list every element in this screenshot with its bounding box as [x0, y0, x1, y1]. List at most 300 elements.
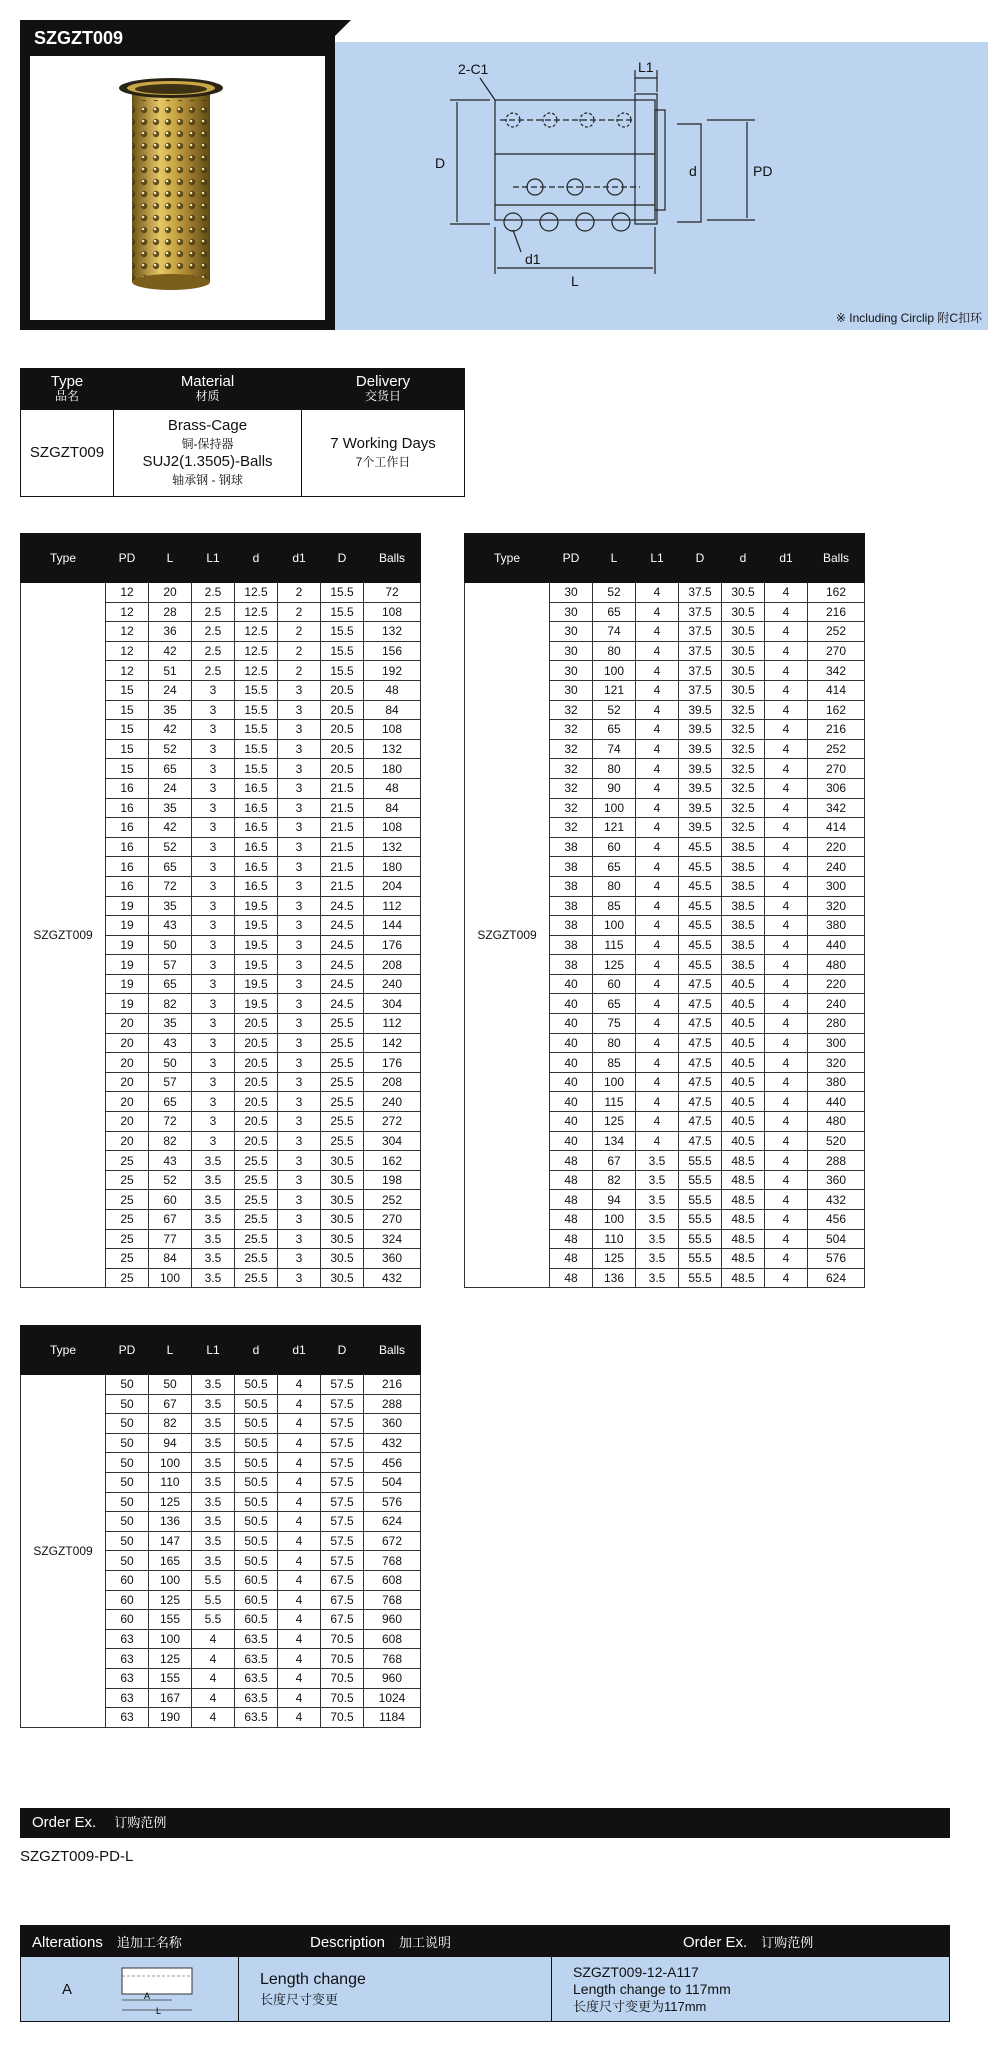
- table-cell: 12.5: [235, 622, 278, 642]
- table-cell: 20: [106, 1131, 149, 1151]
- column-header: d1: [278, 1326, 321, 1375]
- table-cell: 24: [149, 778, 192, 798]
- column-header: D: [321, 1326, 364, 1375]
- column-header: Balls: [364, 1326, 421, 1375]
- column-header: PD: [106, 534, 149, 583]
- table-cell: 19: [106, 916, 149, 936]
- table-cell: 42: [149, 720, 192, 740]
- table-cell: 20.5: [235, 1053, 278, 1073]
- table-cell: 3: [192, 1072, 235, 1092]
- table-cell: 30.5: [321, 1249, 364, 1269]
- dimension-diagram: [335, 42, 988, 330]
- table-cell: 480: [808, 955, 865, 975]
- table-cell: 25.5: [235, 1210, 278, 1230]
- table-cell: 55.5: [679, 1249, 722, 1269]
- table-cell: 50: [106, 1492, 149, 1512]
- table-cell: 125: [149, 1649, 192, 1669]
- table-cell: 38: [550, 935, 593, 955]
- table-cell: 19.5: [235, 974, 278, 994]
- table-cell: 125: [593, 1112, 636, 1132]
- table-cell: 300: [808, 876, 865, 896]
- table-cell: 4: [765, 720, 808, 740]
- table-cell: 21.5: [321, 857, 364, 877]
- table-cell: 57: [149, 955, 192, 975]
- table-cell: 3: [278, 1033, 321, 1053]
- table-cell: 32: [550, 798, 593, 818]
- table-cell: 48: [364, 680, 421, 700]
- table-cell: 37.5: [679, 622, 722, 642]
- column-header: L: [149, 534, 192, 583]
- column-header: D: [679, 534, 722, 583]
- table-cell: 63: [106, 1649, 149, 1669]
- table-cell: 37.5: [679, 641, 722, 661]
- table-cell: 30.5: [321, 1229, 364, 1249]
- table-cell: 57.5: [321, 1512, 364, 1532]
- table-cell: 50: [149, 1375, 192, 1395]
- table-cell: 110: [593, 1229, 636, 1249]
- table-cell: 55.5: [679, 1268, 722, 1288]
- column-header: D: [321, 534, 364, 583]
- table-cell: 4: [278, 1433, 321, 1453]
- table-row: [465, 583, 865, 603]
- table-cell: 360: [364, 1249, 421, 1269]
- table-cell: 480: [808, 1112, 865, 1132]
- table-cell: 40: [550, 1033, 593, 1053]
- table-cell: 20.5: [321, 680, 364, 700]
- table-cell: 3.5: [636, 1249, 679, 1269]
- table-cell: 342: [808, 661, 865, 681]
- table-cell: 360: [808, 1170, 865, 1190]
- table-cell: 19: [106, 994, 149, 1014]
- table-cell: 432: [364, 1433, 421, 1453]
- table-cell: 4: [636, 974, 679, 994]
- table-cell: 3: [192, 680, 235, 700]
- chamfer-label: 2-C1: [458, 61, 489, 77]
- table-cell: 180: [364, 759, 421, 779]
- material-table: [20, 368, 465, 497]
- table-cell: 70.5: [321, 1708, 364, 1728]
- table-cell: 85: [593, 1053, 636, 1073]
- sketch-a-label: A: [144, 1991, 151, 2001]
- alteration-code-cell: [21, 1957, 239, 2022]
- table-cell: 38.5: [722, 955, 765, 975]
- table-cell: 40: [550, 974, 593, 994]
- table-cell: 12: [106, 602, 149, 622]
- table-cell: 50.5: [235, 1531, 278, 1551]
- table-cell: 57.5: [321, 1531, 364, 1551]
- table-cell: 220: [808, 974, 865, 994]
- table-cell: 48.5: [722, 1249, 765, 1269]
- table-cell: 50: [106, 1433, 149, 1453]
- table-cell: 50: [106, 1453, 149, 1473]
- product-photo: [30, 56, 325, 320]
- table-cell: 50: [106, 1414, 149, 1434]
- table-cell: 100: [149, 1453, 192, 1473]
- table-cell: 4: [765, 661, 808, 681]
- table-cell: 39.5: [679, 700, 722, 720]
- table-cell: 3.5: [192, 1268, 235, 1288]
- table-cell: 100: [593, 1072, 636, 1092]
- table-cell: 25.5: [321, 1072, 364, 1092]
- table-cell: 4: [765, 1131, 808, 1151]
- table-cell: 16.5: [235, 798, 278, 818]
- table-cell: 3: [278, 1268, 321, 1288]
- table-cell: 63: [106, 1708, 149, 1728]
- table-cell: 63: [106, 1668, 149, 1688]
- table-cell: 4: [278, 1590, 321, 1610]
- table-cell: 50.5: [235, 1551, 278, 1571]
- table-cell: 25.5: [235, 1190, 278, 1210]
- table-cell: 132: [364, 739, 421, 759]
- table-cell: 240: [364, 974, 421, 994]
- table-cell: 70.5: [321, 1629, 364, 1649]
- table-cell: 3: [278, 1072, 321, 1092]
- table-cell: 63.5: [235, 1708, 278, 1728]
- table-cell: 25.5: [235, 1170, 278, 1190]
- table-cell: 50.5: [235, 1492, 278, 1512]
- table-cell: 2: [278, 622, 321, 642]
- circlip-note: ※ Including Circlip 附C扣环: [835, 311, 982, 325]
- table-cell: 19: [106, 955, 149, 975]
- table-cell: 4: [765, 1268, 808, 1288]
- table-cell: 162: [808, 700, 865, 720]
- table-cell: 45.5: [679, 935, 722, 955]
- table-cell: 47.5: [679, 1033, 722, 1053]
- table-cell: 4: [636, 739, 679, 759]
- table-cell: 47.5: [679, 994, 722, 1014]
- table-cell: 19: [106, 974, 149, 994]
- table-cell: 5.5: [192, 1570, 235, 1590]
- type-cell: SZGZT009: [21, 1375, 106, 1728]
- table-cell: 3: [192, 778, 235, 798]
- table-cell: 4: [278, 1570, 321, 1590]
- table-cell: 40.5: [722, 1112, 765, 1132]
- table-cell: 4: [765, 1112, 808, 1132]
- table-cell: 3: [192, 818, 235, 838]
- table-cell: 3: [278, 1014, 321, 1034]
- table-cell: 16.5: [235, 778, 278, 798]
- table-cell: 55.5: [679, 1151, 722, 1171]
- delivery-cell: 7 Working Days 7个工作日: [302, 410, 465, 497]
- table-cell: 4: [636, 583, 679, 603]
- column-header: Balls: [364, 534, 421, 583]
- table-cell: 440: [808, 1092, 865, 1112]
- table-cell: 167: [149, 1688, 192, 1708]
- table-cell: 176: [364, 935, 421, 955]
- table-cell: 136: [593, 1268, 636, 1288]
- table-cell: 16.5: [235, 818, 278, 838]
- table-cell: 960: [364, 1668, 421, 1688]
- table-cell: 768: [364, 1551, 421, 1571]
- table-cell: 3: [192, 1053, 235, 1073]
- table-cell: 60: [149, 1190, 192, 1210]
- table-cell: 30.5: [722, 583, 765, 603]
- table-cell: 48: [550, 1268, 593, 1288]
- table-cell: 5.5: [192, 1590, 235, 1610]
- table-cell: 55.5: [679, 1170, 722, 1190]
- table-cell: 60: [593, 837, 636, 857]
- table-cell: 42: [149, 641, 192, 661]
- order-example-bar: [20, 1808, 950, 1838]
- table-cell: 30.5: [321, 1151, 364, 1171]
- table-cell: 16.5: [235, 876, 278, 896]
- table-cell: 52: [593, 583, 636, 603]
- table-cell: 3: [192, 916, 235, 936]
- table-cell: 4: [636, 837, 679, 857]
- table-cell: 4: [765, 1170, 808, 1190]
- table-cell: 55.5: [679, 1190, 722, 1210]
- table-cell: 55.5: [679, 1210, 722, 1230]
- table-cell: 50: [106, 1472, 149, 1492]
- table-cell: 35: [149, 1014, 192, 1034]
- table-cell: 40.5: [722, 1072, 765, 1092]
- table-cell: 38.5: [722, 916, 765, 936]
- table-cell: 19.5: [235, 935, 278, 955]
- table-cell: 30: [550, 680, 593, 700]
- table-cell: 180: [364, 857, 421, 877]
- table-cell: 55.5: [679, 1229, 722, 1249]
- table-cell: 39.5: [679, 778, 722, 798]
- table-cell: 4: [765, 916, 808, 936]
- table-cell: 90: [593, 778, 636, 798]
- table-cell: 74: [593, 739, 636, 759]
- table-cell: 2.5: [192, 641, 235, 661]
- table-cell: 50.5: [235, 1512, 278, 1532]
- column-header: PD: [550, 534, 593, 583]
- table-cell: 25.5: [235, 1249, 278, 1269]
- table-cell: 67: [149, 1394, 192, 1414]
- table-cell: 30.5: [722, 602, 765, 622]
- table-cell: 4: [765, 1249, 808, 1269]
- table-cell: 60.5: [235, 1590, 278, 1610]
- table-cell: 16: [106, 876, 149, 896]
- table-cell: 20.5: [321, 720, 364, 740]
- table-cell: 45.5: [679, 876, 722, 896]
- table-cell: 3: [192, 896, 235, 916]
- table-cell: 80: [593, 876, 636, 896]
- table-cell: 32: [550, 700, 593, 720]
- table-cell: 15.5: [235, 700, 278, 720]
- table-cell: 3: [278, 1151, 321, 1171]
- spec-table-2: [464, 533, 865, 1288]
- table-cell: 100: [593, 916, 636, 936]
- ball-diameter-label: d1: [525, 251, 541, 267]
- table-cell: 15: [106, 739, 149, 759]
- product-header: [20, 20, 988, 330]
- table-cell: 3: [192, 857, 235, 877]
- table-cell: 240: [364, 1092, 421, 1112]
- table-cell: 3: [192, 739, 235, 759]
- table-cell: 40.5: [722, 974, 765, 994]
- table-cell: 3: [192, 955, 235, 975]
- table-cell: 28: [149, 602, 192, 622]
- table-cell: 2.5: [192, 583, 235, 603]
- table-cell: 16: [106, 837, 149, 857]
- table-cell: 3: [278, 680, 321, 700]
- table-cell: 50: [149, 1053, 192, 1073]
- table-cell: 3.5: [636, 1229, 679, 1249]
- table-cell: 60: [106, 1590, 149, 1610]
- table-cell: 2: [278, 661, 321, 681]
- table-cell: 4: [636, 1072, 679, 1092]
- table-cell: 108: [364, 818, 421, 838]
- table-cell: 19.5: [235, 896, 278, 916]
- alterations-table: [20, 1925, 950, 2022]
- table-cell: 3: [278, 720, 321, 740]
- table-cell: 24.5: [321, 974, 364, 994]
- table-cell: 63: [106, 1688, 149, 1708]
- table-cell: 115: [593, 935, 636, 955]
- table-cell: 3: [192, 720, 235, 740]
- table-cell: 60.5: [235, 1610, 278, 1630]
- table-cell: 15.5: [321, 602, 364, 622]
- table-cell: 82: [149, 994, 192, 1014]
- table-cell: 4: [765, 1210, 808, 1230]
- table-cell: 16: [106, 798, 149, 818]
- table-cell: 15: [106, 700, 149, 720]
- table-cell: 3: [278, 1092, 321, 1112]
- table-cell: 57.5: [321, 1453, 364, 1473]
- table-cell: 24.5: [321, 994, 364, 1014]
- alteration-order-cell: SZGZT009-12-A117 Length change to 117mm 长度尺寸变更为117mm: [552, 1957, 950, 2022]
- table-cell: 48: [550, 1229, 593, 1249]
- table-cell: 48.5: [722, 1210, 765, 1230]
- table-cell: 624: [364, 1512, 421, 1532]
- table-cell: 67: [593, 1151, 636, 1171]
- table-cell: 25: [106, 1210, 149, 1230]
- table-cell: 4: [636, 1053, 679, 1073]
- table-cell: 4: [765, 1190, 808, 1210]
- table-cell: 40: [550, 1072, 593, 1092]
- table-cell: 15.5: [321, 641, 364, 661]
- table-cell: 3.5: [192, 1229, 235, 1249]
- table-cell: 15.5: [235, 720, 278, 740]
- table-cell: 4: [636, 1014, 679, 1034]
- table-cell: 240: [808, 857, 865, 877]
- table-cell: 45.5: [679, 916, 722, 936]
- table-cell: 30: [550, 661, 593, 681]
- column-header: PD: [106, 1326, 149, 1375]
- table-cell: 4: [636, 1131, 679, 1151]
- table-cell: 4: [278, 1688, 321, 1708]
- table-cell: 63: [106, 1629, 149, 1649]
- table-cell: 100: [593, 1210, 636, 1230]
- table-cell: 3.5: [192, 1512, 235, 1532]
- table-cell: 21.5: [321, 778, 364, 798]
- table-cell: 20: [106, 1053, 149, 1073]
- table-cell: 20: [106, 1014, 149, 1034]
- table-cell: 52: [593, 700, 636, 720]
- table-cell: 47.5: [679, 974, 722, 994]
- table-cell: 4: [765, 622, 808, 642]
- table-cell: 142: [364, 1033, 421, 1053]
- table-cell: 3.5: [636, 1151, 679, 1171]
- table-cell: 4: [636, 778, 679, 798]
- table-cell: 50: [106, 1531, 149, 1551]
- inner-diameter-label: d: [689, 163, 697, 179]
- table-cell: 82: [149, 1414, 192, 1434]
- table-cell: 51: [149, 661, 192, 681]
- table-cell: 12: [106, 661, 149, 681]
- table-cell: 15.5: [235, 680, 278, 700]
- table-cell: 960: [364, 1610, 421, 1630]
- table-cell: 2: [278, 583, 321, 603]
- table-cell: 3: [192, 1014, 235, 1034]
- table-cell: 3: [192, 700, 235, 720]
- table-cell: 4: [765, 1229, 808, 1249]
- table-cell: 32: [550, 818, 593, 838]
- sketch-l-label: L: [156, 2006, 162, 2016]
- table-cell: 2.5: [192, 661, 235, 681]
- table-cell: 25.5: [321, 1014, 364, 1034]
- type-header: Type 品名: [21, 369, 114, 410]
- table-cell: 65: [149, 759, 192, 779]
- table-cell: 12.5: [235, 661, 278, 681]
- table-cell: 4: [765, 876, 808, 896]
- table-cell: 30: [550, 583, 593, 603]
- table-cell: 162: [364, 1151, 421, 1171]
- table-cell: 4: [278, 1472, 321, 1492]
- table-cell: 39.5: [679, 739, 722, 759]
- table-cell: 30.5: [722, 641, 765, 661]
- table-cell: 38: [550, 876, 593, 896]
- table-cell: 304: [364, 994, 421, 1014]
- table-cell: 3: [278, 1210, 321, 1230]
- table-cell: 380: [808, 916, 865, 936]
- table-cell: 125: [149, 1492, 192, 1512]
- table-cell: 47.5: [679, 1092, 722, 1112]
- table-cell: 414: [808, 818, 865, 838]
- table-cell: 3.5: [192, 1453, 235, 1473]
- table-cell: 3: [192, 837, 235, 857]
- table-cell: 3: [278, 739, 321, 759]
- column-header: Balls: [808, 534, 865, 583]
- table-cell: 30: [550, 641, 593, 661]
- table-cell: 25.5: [321, 1053, 364, 1073]
- table-cell: 100: [593, 661, 636, 681]
- table-cell: 63.5: [235, 1649, 278, 1669]
- table-cell: 12.5: [235, 583, 278, 603]
- table-cell: 4: [636, 818, 679, 838]
- table-cell: 208: [364, 1072, 421, 1092]
- alterations-header: Alterations 追加工名称: [21, 1926, 239, 1957]
- table-cell: 4: [278, 1453, 321, 1473]
- table-cell: 3: [278, 1229, 321, 1249]
- table-cell: 25: [106, 1268, 149, 1288]
- table-cell: 15.5: [321, 583, 364, 603]
- table-cell: 2: [278, 602, 321, 622]
- table-cell: 30.5: [321, 1268, 364, 1288]
- table-cell: 25: [106, 1151, 149, 1171]
- table-cell: 40: [550, 1131, 593, 1151]
- column-header: L: [149, 1326, 192, 1375]
- table-cell: 432: [808, 1190, 865, 1210]
- table-cell: 4: [278, 1375, 321, 1395]
- table-cell: 48.5: [722, 1190, 765, 1210]
- table-cell: 4: [765, 1092, 808, 1112]
- table-cell: 3: [192, 974, 235, 994]
- table-cell: 40: [550, 1112, 593, 1132]
- table-cell: 38.5: [722, 935, 765, 955]
- table-cell: 288: [808, 1151, 865, 1171]
- table-cell: 3.5: [636, 1190, 679, 1210]
- table-cell: 4: [765, 798, 808, 818]
- table-cell: 3: [278, 857, 321, 877]
- table-cell: 12: [106, 583, 149, 603]
- table-cell: 15: [106, 720, 149, 740]
- table-cell: 3: [278, 818, 321, 838]
- table-cell: 65: [593, 857, 636, 877]
